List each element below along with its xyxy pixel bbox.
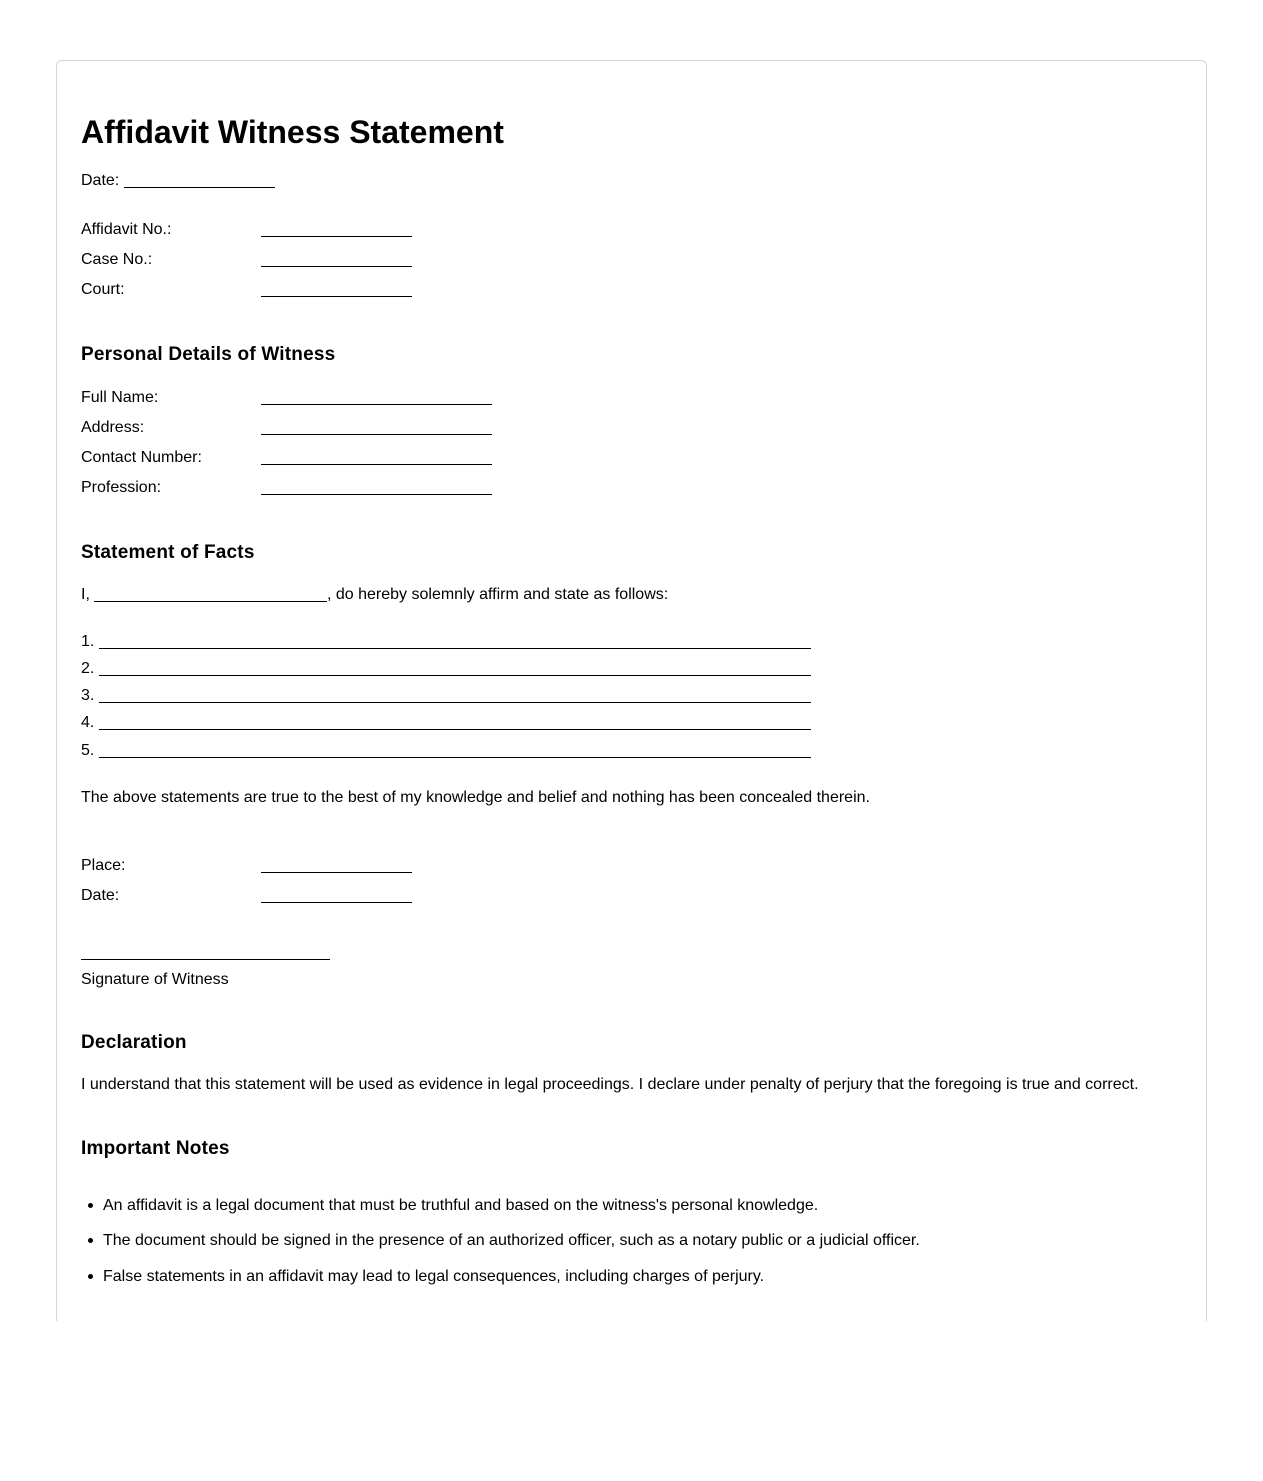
- note-item-1: An affidavit is a legal document that must be truthful and based on the witness's personal knowledge.: [103, 1197, 819, 1214]
- fact-line-5: [99, 757, 811, 758]
- full-name-line: [261, 404, 492, 405]
- signing-date-label: Date:: [81, 887, 120, 904]
- bullet-icon: [88, 1274, 93, 1279]
- date-field[interactable]: [124, 170, 275, 187]
- signature-line: [81, 959, 330, 960]
- contact-number-line: [261, 464, 492, 465]
- address-label: Address:: [81, 419, 145, 436]
- affidavit-no-label: Affidavit No.:: [81, 221, 172, 238]
- fact-number-4: 4.: [81, 714, 95, 731]
- personal-details-heading: Personal Details of Witness: [81, 344, 336, 365]
- profession-label: Profession:: [81, 479, 162, 496]
- full-name-label: Full Name:: [81, 389, 159, 406]
- court-field[interactable]: [261, 279, 412, 296]
- affidavit-no-line: [261, 236, 412, 237]
- fact-line-1: [99, 648, 811, 649]
- signing-date-field[interactable]: [261, 885, 412, 902]
- statement-intro-prefix: I,: [81, 586, 90, 603]
- fact-line-4: [99, 729, 811, 730]
- address-field[interactable]: [261, 417, 492, 434]
- case-no-field[interactable]: [261, 249, 412, 266]
- fact-number-3: 3.: [81, 687, 95, 704]
- statement-heading: Statement of Facts: [81, 542, 255, 563]
- declaration-heading: Declaration: [81, 1032, 187, 1053]
- contact-number-field[interactable]: [261, 447, 492, 464]
- full-name-field[interactable]: [261, 387, 492, 404]
- address-line: [261, 434, 492, 435]
- fact-number-2: 2.: [81, 660, 95, 677]
- notes-heading: Important Notes: [81, 1138, 230, 1159]
- fact-line-2: [99, 675, 811, 676]
- date-blank-line: [124, 187, 275, 188]
- note-item-3: False statements in an affidavit may lead to legal consequences, including charges of perjury.: [103, 1268, 765, 1285]
- declaration-text: I understand that this statement will be used as evidence in legal proceedings. I declare under penalty of perjury that the foregoing is true and correct.: [81, 1076, 1139, 1093]
- bullet-icon: [88, 1203, 93, 1208]
- date-label: Date:: [81, 172, 120, 189]
- profession-field[interactable]: [261, 477, 492, 494]
- fact-field-4[interactable]: [99, 712, 811, 729]
- court-label: Court:: [81, 281, 125, 298]
- signing-date-line: [261, 902, 412, 903]
- fact-field-2[interactable]: [99, 658, 811, 675]
- fact-number-5: 5.: [81, 742, 95, 759]
- fact-line-3: [99, 702, 811, 703]
- court-line: [261, 296, 412, 297]
- fact-field-5[interactable]: [99, 740, 811, 757]
- fact-field-1[interactable]: [99, 631, 811, 648]
- bullet-icon: [88, 1238, 93, 1243]
- signature-label: Signature of Witness: [81, 971, 229, 988]
- profession-line: [261, 494, 492, 495]
- case-no-label: Case No.:: [81, 251, 153, 268]
- witness-name-line: [94, 601, 327, 602]
- document-title: Affidavit Witness Statement: [81, 114, 504, 150]
- place-label: Place:: [81, 857, 126, 874]
- statement-closing: The above statements are true to the best of my knowledge and belief and nothing has been concealed therein.: [81, 789, 870, 806]
- witness-name-field[interactable]: [94, 584, 327, 601]
- affidavit-no-field[interactable]: [261, 219, 412, 236]
- fact-field-3[interactable]: [99, 685, 811, 702]
- place-line: [261, 872, 412, 873]
- note-item-2: The document should be signed in the presence of an authorized officer, such as a notary public or a judicial officer.: [103, 1232, 920, 1249]
- statement-intro-suffix: , do hereby solemnly affirm and state as follows:: [327, 586, 669, 603]
- contact-number-label: Contact Number:: [81, 449, 202, 466]
- place-field[interactable]: [261, 855, 412, 872]
- case-no-line: [261, 266, 412, 267]
- fact-number-1: 1.: [81, 633, 95, 650]
